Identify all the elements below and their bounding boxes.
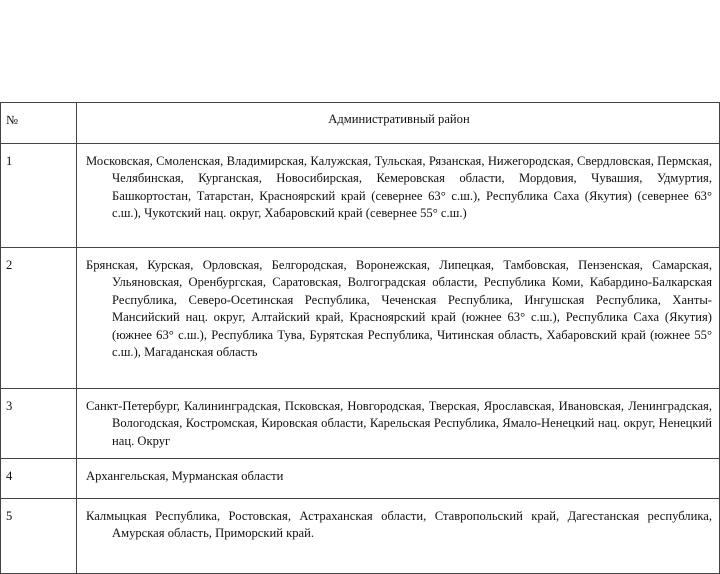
row-regions-cell <box>77 389 720 459</box>
row-regions-cell <box>77 144 720 248</box>
row-number-cell <box>1 248 77 389</box>
table-row <box>1 389 720 459</box>
row-regions-cell <box>77 499 720 574</box>
table-row <box>1 459 720 499</box>
row-regions-text: Брянская, Курская, Орловская, Белгородская, Воронежская, Липецкая, Тамбовская, Пензенская, Самарская, Ульяновская, Оренбургская, Саратовская, Волгоградская области, Республика Коми, Кабардино-Балкарская Республика, Северо-Осетинская Республика, Чеченская Республика, Ингушская Республика, Ханты-Мансийский нац. округ, Алтайский край, Красноярский край (южнее 63° с.ш.), Республика Саха (Якутия) (южнее 63° с.ш.), Республика Тува, Бурятская Республика, Читинская область, Хабаровский край (южнее 55° с.ш.), Магаданская область <box>86 258 712 360</box>
row-number: 1 <box>6 154 13 168</box>
region-table <box>0 102 720 574</box>
row-regions-cell <box>77 248 720 389</box>
row-regions-text: Калмыцкая Республика, Ростовская, Астраханская области, Ставропольский край, Дагестанская республика, Амурская область, Приморский край. <box>86 509 712 541</box>
header-region-label: Административный район <box>328 112 470 126</box>
header-number-cell <box>1 103 77 144</box>
table-row <box>1 248 720 389</box>
header-number-label: № <box>6 113 19 127</box>
row-number-cell <box>1 499 77 574</box>
table-row <box>1 144 720 248</box>
row-number: 3 <box>6 399 13 413</box>
row-number-cell <box>1 144 77 248</box>
row-regions-text: Московская, Смоленская, Владимирская, Калужская, Тульская, Рязанская, Нижегородская, Свердловская, Пермская, Челябинская, Курганская, Новосибирская, Кемеровская области, Мордовия, Чувашия, Удмуртия, Башкортостан, Татарстан, Красноярский край (севернее 63° с.ш.), Республика Саха (Якутия) (севернее 63° с.ш.), Чукотский нац. округ, Хабаровский край (севернее 55° с.ш.) <box>86 154 712 221</box>
table-row <box>1 499 720 574</box>
row-number: 4 <box>6 469 13 483</box>
header-region-cell <box>77 103 720 144</box>
row-regions-text: Архангельская, Мурманская области <box>86 469 284 483</box>
row-number-cell <box>1 389 77 459</box>
row-number-cell <box>1 459 77 499</box>
row-number: 2 <box>6 258 13 272</box>
row-regions-text: Санкт-Петербург, Калининградская, Псковская, Новгородская, Тверская, Ярославская, Ивановская, Ленинградская, Вологодская, Костромская, Кировская области, Карельская Республика, Ямало-Ненецкий нац. округ, Ненецкий нац. Округ <box>86 399 712 448</box>
table-header-row <box>1 103 720 144</box>
row-regions-cell <box>77 459 720 499</box>
row-number: 5 <box>6 509 13 523</box>
